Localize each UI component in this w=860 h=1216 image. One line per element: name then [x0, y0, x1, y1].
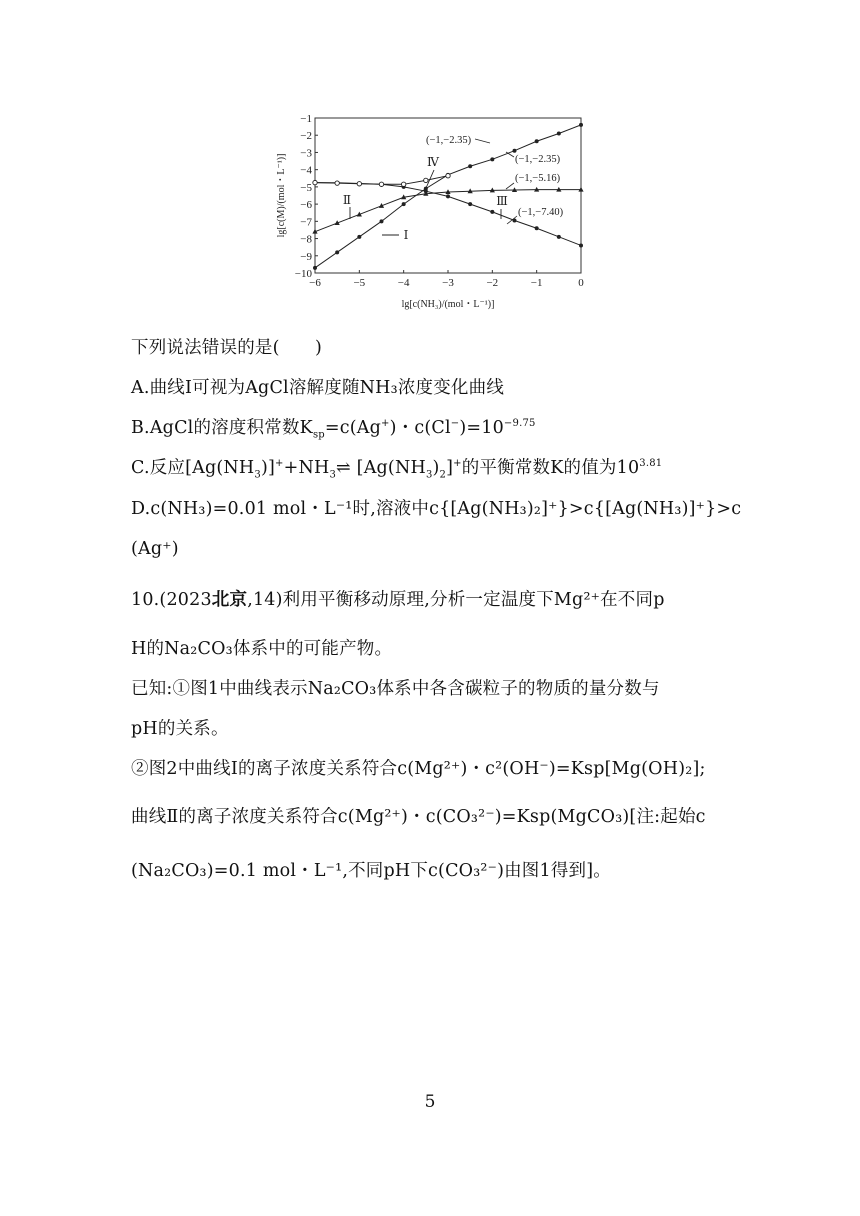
y-tick-label: −9 [300, 250, 312, 263]
data-point-dot [446, 194, 450, 198]
data-point-dot [402, 202, 406, 206]
annotation-pointer [475, 139, 490, 143]
x-tick-label: −1 [530, 277, 543, 289]
q10-line6: 曲线Ⅱ的离子浓度关系符合c(Mg²⁺)・c(CO₃²⁻)=Ksp(MgCO₃)[注:起始c [131, 807, 706, 827]
data-point-open [424, 178, 428, 182]
equilibrium-arrow: ⇌ [336, 458, 351, 478]
data-point-open [401, 182, 405, 186]
curve-label: Ⅱ [342, 193, 352, 207]
option-c: C.反应$[Ag(NH_3)]^++NH_3\rightleftharpoons$ $[Ag(NH_3)_2]^+$的平衡常数K的值为$10^{3.81}$ [131, 458, 663, 481]
data-point-dot [490, 210, 494, 214]
y-tick-label: −8 [300, 233, 312, 246]
data-point-dot [313, 266, 317, 270]
x-axis-label: lg[c(NH₃)/(mol・L⁻¹)] [401, 299, 495, 310]
data-point-dot [468, 202, 472, 206]
point-annotation: (−1,−5.16) [515, 173, 561, 184]
option-b: B.AgCl的溶度积常数$K_{sp}=c(Ag^+)$・$c(Cl^-)=10^{-9.75}$ [131, 418, 536, 441]
q10-line7: (Na₂CO₃)=0.1 mol・L⁻¹,不同pH下c(CO₃²⁻)由图1得到]。 [131, 861, 611, 881]
q10-line2: H的Na₂CO₃体系中的可能产物。 [131, 639, 393, 659]
y-tick-label: −3 [300, 147, 312, 160]
y-tick-label: −6 [300, 199, 312, 212]
x-tick-label: −2 [486, 277, 499, 289]
data-point-dot [490, 157, 494, 161]
data-point-dot [335, 250, 339, 254]
data-point-open [357, 182, 361, 186]
q10-source: 北京 [211, 590, 248, 610]
data-point-dot [513, 149, 517, 153]
data-point-dot [357, 235, 361, 239]
data-point-open [446, 173, 450, 177]
curve-label: Ⅲ [496, 194, 508, 208]
point-annotation: (−1,−7.40) [518, 207, 564, 218]
y-tick-label: −10 [294, 268, 312, 280]
chart-svg [272, 106, 592, 320]
data-point-open [379, 182, 383, 186]
q10-line4: pH的关系。 [131, 719, 229, 739]
solubility-chart [272, 106, 592, 320]
data-point-dot [424, 189, 428, 193]
point-annotation: (−1,−2.35) [515, 154, 561, 165]
q10-line5: ②图2中曲线Ⅰ的离子浓度关系符合c(Mg²⁺)・c²(OH⁻)=Ksp[Mg(OH)₂]; [131, 759, 706, 779]
data-point-dot [380, 219, 384, 223]
x-tick-label: 0 [578, 277, 584, 289]
x-tick-label: −6 [309, 277, 321, 289]
page-number: 5 [424, 1092, 436, 1112]
data-point-dot [535, 226, 539, 230]
option-d-line1: D.c(NH₃)=0.01 mol・L⁻¹时,溶液中c{[Ag(NH₃)₂]⁺}>c{[Ag(NH₃)]⁺}>c [131, 499, 742, 519]
data-point-dot [468, 164, 472, 168]
q10-line1: 10.(2023北京,14)利用平衡移动原理,分析一定温度下Mg²⁺在不同p [131, 590, 665, 610]
y-tick-label: −5 [300, 181, 312, 194]
data-point-open [335, 181, 339, 185]
x-tick-label: −4 [397, 277, 410, 289]
option-a: A.曲线Ⅰ可视为AgCl溶解度随NH₃浓度变化曲线 [131, 378, 505, 398]
q10-line3: 已知:①图1中曲线表示Na₂CO₃体系中各含碳粒子的物质的量分数与 [131, 679, 660, 699]
y-tick-label: −2 [300, 130, 312, 143]
curve-label: Ⅰ [403, 228, 409, 242]
x-tick-label: −3 [442, 277, 454, 289]
curve-label: Ⅳ [427, 155, 439, 169]
data-point-dot [557, 132, 561, 136]
data-point-dot [535, 139, 539, 143]
y-tick-label: −4 [300, 164, 312, 177]
y-tick-label: −7 [300, 216, 312, 229]
data-point-dot [579, 243, 583, 247]
data-point-dot [579, 123, 583, 127]
y-tick-label: −1 [300, 113, 312, 125]
data-point-dot [557, 235, 561, 239]
point-annotation: (−1,−2.35) [426, 135, 472, 146]
data-point-open [313, 180, 317, 184]
y-axis-label: lg[c(M)/(mol・L⁻¹)] [276, 153, 287, 238]
option-d-line2: (Ag⁺) [131, 539, 179, 559]
question-prompt: 下列说法错误的是( ) [131, 338, 323, 358]
x-tick-label: −5 [353, 277, 366, 289]
annotation-pointer [506, 183, 514, 189]
